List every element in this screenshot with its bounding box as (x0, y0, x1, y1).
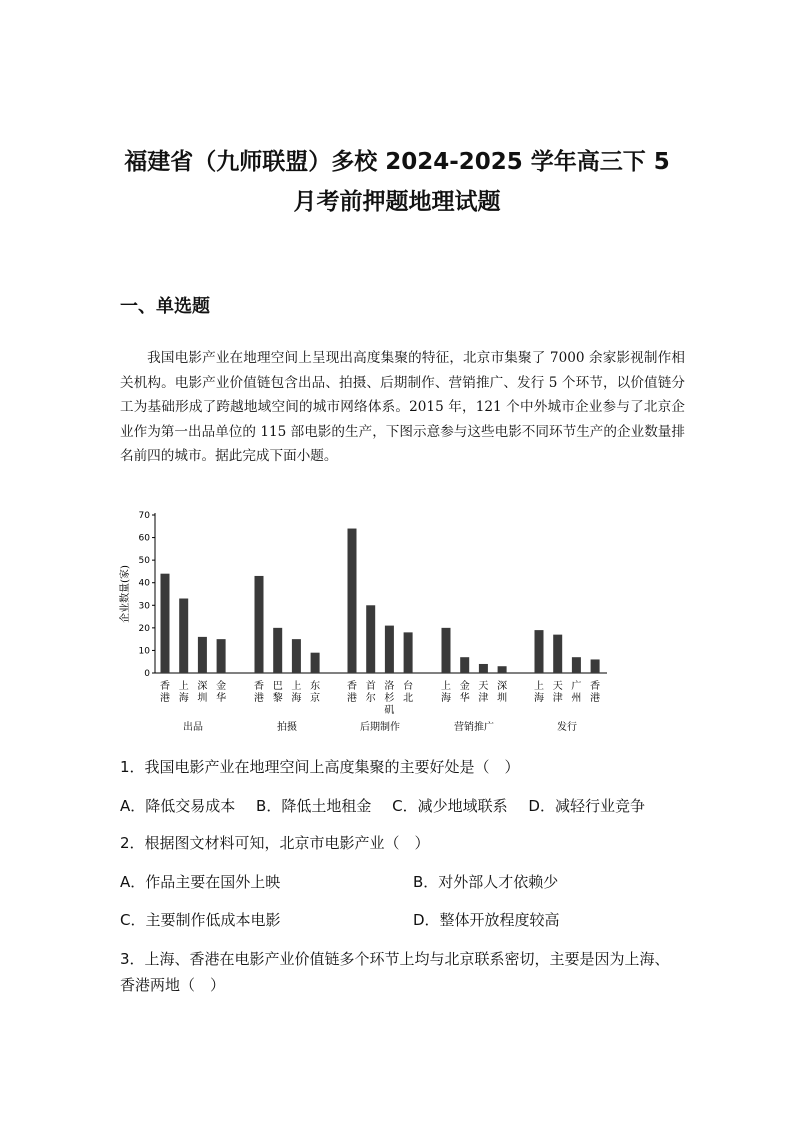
x-tick-label: 金 (459, 681, 470, 692)
y-tick-label: 50 (138, 556, 150, 567)
bar (553, 635, 562, 673)
q1-option-c[interactable]: C．减少地域联系 (392, 797, 508, 815)
bar (572, 657, 581, 673)
bar (255, 576, 264, 673)
y-tick-label: 10 (138, 646, 150, 657)
y-axis-label: 企业数量(家) (120, 565, 131, 623)
passage-text: 我国电影产业在地理空间上呈现出高度集聚的特征，北京市集聚了 7000 余家影视制作相关机构。电影产业价值链包含出品、拍摄、后期制作、营销推广、发行 5 个环节，以价值链分工为基础形成了跨越地域空间的城市网络体系。2015 年，121 个中外城市企业参与了北京企业作为第一出品单位的 115 部电影的生产，下图示意参与这些电影不同环节生产的企业数量排名前四的城市。据此完成下面小题。 (120, 350, 685, 464)
x-tick-label: 州 (571, 693, 582, 704)
x-tick-label: 深 (497, 681, 508, 692)
x-tick-label: 港 (347, 693, 357, 704)
reading-passage (120, 346, 685, 469)
x-tick-label: 香 (590, 681, 601, 692)
x-tick-label: 上 (291, 681, 302, 692)
x-tick-label: 海 (178, 693, 189, 704)
bar (498, 666, 507, 673)
x-tick-label: 京 (310, 693, 321, 704)
x-tick-label: 香 (347, 681, 357, 692)
question-3-stem: 3．上海、香港在电影产业价值链多个环节上均与北京联系密切，主要是因为上海、香港两地（ ） (120, 950, 670, 994)
y-tick-label: 60 (138, 533, 150, 544)
bar (442, 628, 451, 673)
page-title (100, 142, 694, 222)
bar (366, 605, 375, 673)
x-tick-label: 上 (178, 681, 189, 692)
group-label: 后期制作 (360, 722, 401, 733)
bar (273, 628, 282, 673)
x-tick-label: 矶 (384, 705, 395, 716)
bar (404, 632, 413, 673)
q2-option-b[interactable]: B．对外部人才依赖少 (413, 873, 559, 891)
x-tick-label: 香 (254, 681, 264, 692)
y-tick-label: 30 (138, 601, 150, 612)
section-heading: 一、单选题 (120, 296, 210, 317)
x-tick-label: 港 (254, 693, 264, 704)
x-tick-label: 金 (216, 681, 227, 692)
group-label: 出品 (183, 722, 204, 733)
x-tick-label: 洛 (384, 681, 395, 692)
x-tick-label: 圳 (197, 693, 208, 704)
x-tick-label: 黎 (272, 693, 283, 704)
x-tick-label: 津 (478, 693, 489, 704)
x-tick-label: 北 (403, 693, 414, 704)
bar (198, 637, 207, 673)
x-tick-label: 杉 (384, 693, 395, 704)
bar (479, 664, 488, 673)
x-tick-label: 港 (590, 693, 601, 704)
q1-option-a[interactable]: A．降低交易成本 (120, 797, 236, 815)
title-line-2: 月考前押题地理试题 (293, 189, 501, 215)
q2-option-a[interactable]: A．作品主要在国外上映 (120, 873, 281, 891)
x-tick-label: 海 (291, 693, 302, 704)
group-label: 营销推广 (454, 722, 495, 733)
x-tick-label: 天 (552, 681, 563, 692)
bar-chart (110, 505, 630, 740)
group-label: 拍摄 (277, 722, 298, 733)
x-tick-label: 尔 (365, 693, 376, 704)
title-line-1: 福建省（九师联盟）多校 2024-2025 学年高三下 5 (124, 149, 670, 175)
bar (292, 639, 301, 673)
question-1-stem: 1．我国电影产业在地理空间上高度集聚的主要好处是（ ） (120, 758, 520, 776)
y-tick-label: 40 (138, 578, 150, 589)
bar (311, 653, 320, 673)
group-label: 发行 (557, 722, 578, 733)
x-tick-label: 天 (478, 681, 489, 692)
x-tick-label: 首 (365, 681, 376, 692)
x-tick-label: 华 (216, 693, 227, 704)
x-tick-label: 香 (160, 681, 170, 692)
question-2-stem: 2．根据图文材料可知，北京市电影产业（ ） (120, 834, 430, 852)
bar (217, 639, 226, 673)
bar (161, 574, 170, 673)
x-tick-label: 上 (441, 681, 451, 692)
x-tick-label: 津 (552, 693, 563, 704)
x-tick-label: 港 (160, 693, 170, 704)
x-tick-label: 深 (197, 681, 208, 692)
x-tick-label: 台 (403, 681, 414, 692)
bar-chart-svg (110, 505, 630, 740)
y-tick-label: 70 (138, 511, 150, 521)
y-tick-label: 0 (144, 669, 150, 679)
q1-option-d[interactable]: D．减轻行业竞争 (528, 797, 645, 815)
bar (535, 630, 544, 673)
q1-option-b[interactable]: B．降低土地租金 (256, 797, 372, 815)
bar (348, 529, 357, 673)
bar (460, 657, 469, 673)
bar (385, 626, 394, 673)
x-tick-label: 巴 (272, 681, 283, 692)
x-tick-label: 华 (459, 693, 470, 704)
question-1-options (120, 793, 661, 819)
bar (179, 599, 188, 673)
x-tick-label: 上 (534, 681, 544, 692)
y-tick-label: 20 (138, 623, 150, 634)
x-tick-label: 东 (310, 681, 321, 692)
x-tick-label: 海 (534, 693, 544, 704)
x-tick-label: 圳 (497, 693, 508, 704)
q2-option-d[interactable]: D．整体开放程度较高 (413, 911, 560, 929)
x-tick-label: 广 (571, 681, 582, 692)
x-tick-label: 海 (441, 693, 451, 704)
bar (591, 659, 600, 673)
q2-option-c[interactable]: C．主要制作低成本电影 (120, 911, 281, 929)
